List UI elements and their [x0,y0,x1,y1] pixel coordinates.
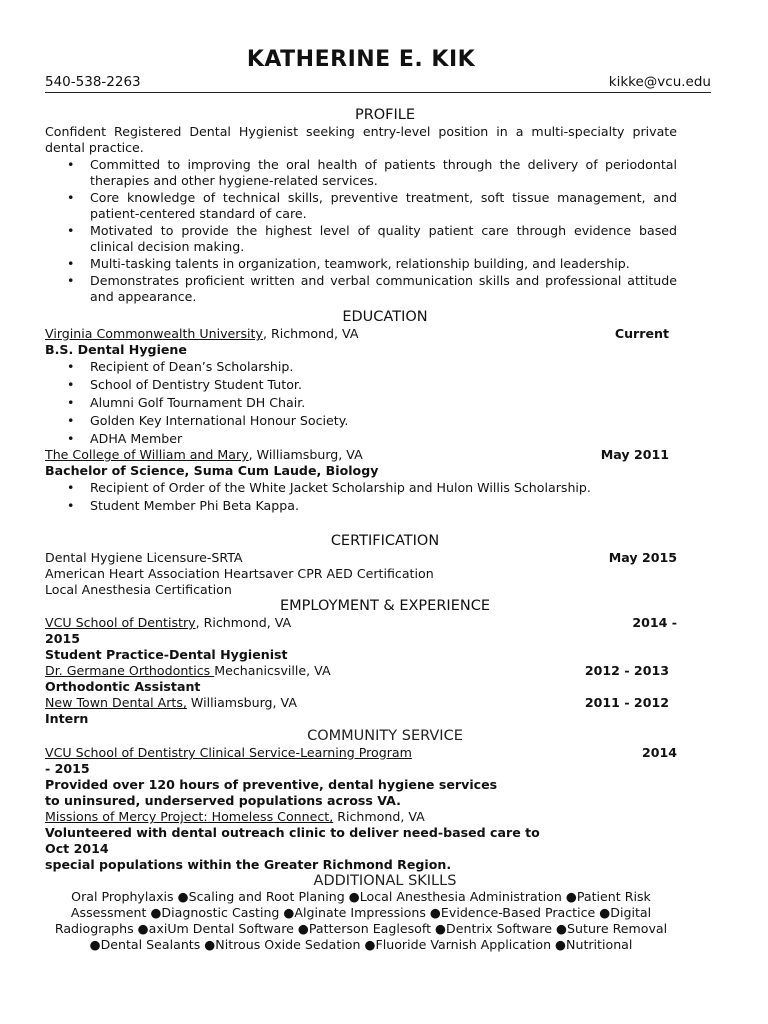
employment-date: 2012 - 2013 [584,663,669,678]
list-item: • Golden Key International Honour Society. [45,412,677,430]
education-entry [45,447,677,515]
service-location: Richmond, VA [333,809,425,824]
service-program-link[interactable]: Missions of Mercy Project: Homeless Connect, [45,809,334,824]
service-description: special populations within the Greater Richmond Region. [45,857,452,872]
certification-item: Dental Hygiene Licensure-SRTA [45,550,243,565]
job-title: Student Practice-Dental Hygienist [45,647,288,662]
employer-link[interactable]: VCU School of Dentistry [45,615,196,630]
certification-item: Local Anesthesia Certification [45,582,232,597]
employment-heading: EMPLOYMENT & EXPERIENCE [279,598,490,614]
employer-link[interactable]: Dr. Germane Orthodontics [45,663,215,678]
employment-date-cont: 2015 [45,631,81,646]
education-date: Current [614,326,669,341]
community-section [45,745,677,873]
list-item: • Recipient of Order of the White Jacket Scholarship and Hulon Willis Scholarship. [45,479,677,497]
community-heading: COMMUNITY SERVICE [307,728,463,744]
school-location: , Williamsburg, VA [248,447,363,462]
degree: Bachelor of Science, Suma Cum Laude, Biology [45,463,379,478]
employer-location: Mechanicsville, VA [214,663,331,678]
job-title: Intern [45,711,89,726]
list-item: • Demonstrates proficient written and verbal communication skills and professional attitude and appearance. [45,273,677,305]
profile-summary: Confident Registered Dental Hygienist seeking entry-level position in a multi-specialty private dental practice. [45,124,677,155]
employment-date: 2011 - 2012 [584,695,669,710]
list-item: • Core knowledge of technical skills, preventive treatment, soft tissue management, and patient-centered standard of care. [45,190,677,222]
candidate-name: KATHERINE E. KIK [246,47,476,72]
employment-date: 2014 - [632,615,677,630]
school-location: , Richmond, VA [262,326,359,341]
service-date: 2014 [641,745,677,760]
service-description: to uninsured, underserved populations across VA. [45,793,401,808]
job-title: Orthodontic Assistant [45,679,201,694]
education-date: May 2011 [600,447,669,462]
employment-section [45,615,677,727]
skills-heading: ADDITIONAL SKILLS [313,873,457,889]
service-description: Provided over 120 hours of preventive, dental hygiene services [45,777,498,792]
certification-date: May 2015 [608,550,677,565]
employer-link[interactable]: New Town Dental Arts, [45,695,187,710]
service-description: Volunteered with dental outreach clinic to deliver need-based care to [45,825,540,840]
certification-section [45,550,677,598]
employer-location: Williamsburg, VA [186,695,297,710]
list-item: • Multi-tasking talents in organization, teamwork, relationship building, and leadership. [45,256,677,272]
education-bullets [45,358,677,448]
service-date-cont: - 2015 [45,761,90,776]
list-item: • Recipient of Dean’s Scholarship. [45,358,677,376]
skills-list: Oral Prophylaxis ●Scaling and Root Planing ●Local Anesthesia Administration ●Patient Risk Assessment ●Diagnostic Casting ●Alginate Impressions ●Evidence-Based Practice ●Digital Radiographs ●axiUm Dental Software ●Patterson Eaglesoft ●Dentrix Software ●Suture Removal ●Dental Sealants ●Nitrous Oxide Sedation ●Fluoride Varnish Application ●Nutritional [54,889,668,952]
list-item: • ADHA Member [45,430,677,448]
list-item: • Student Member Phi Beta Kappa. [45,497,677,515]
education-bullets [45,479,677,515]
list-item: • Committed to improving the oral health of patients through the delivery of periodontal therapies and other hygiene-related services. [45,157,677,189]
school-link[interactable]: The College of William and Mary [45,447,249,462]
email-address[interactable]: kikke@vcu.edu [608,74,711,90]
employer-location: , Richmond, VA [195,615,292,630]
profile-bullets [45,157,677,305]
list-item: • Motivated to provide the highest level of quality patient care through evidence based clinical decision making. [45,223,677,255]
list-item: • School of Dentistry Student Tutor. [45,376,677,394]
service-date: Oct 2014 [45,841,109,856]
certification-item: American Heart Association Heartsaver CPR AED Certification [45,566,434,581]
service-program-link[interactable]: VCU School of Dentistry Clinical Service-Learning Program [45,745,412,760]
profile-heading: PROFILE [354,107,416,123]
degree: B.S. Dental Hygiene [45,342,187,357]
certification-heading: CERTIFICATION [330,533,440,549]
contact-bar [45,73,711,93]
school-link[interactable]: Virginia Commonwealth University [45,326,263,341]
education-entry [45,326,677,448]
list-item: • Alumni Golf Tournament DH Chair. [45,394,677,412]
education-heading: EDUCATION [342,309,428,325]
phone-number: 540-538-2263 [45,74,141,90]
profile-section [45,124,677,305]
